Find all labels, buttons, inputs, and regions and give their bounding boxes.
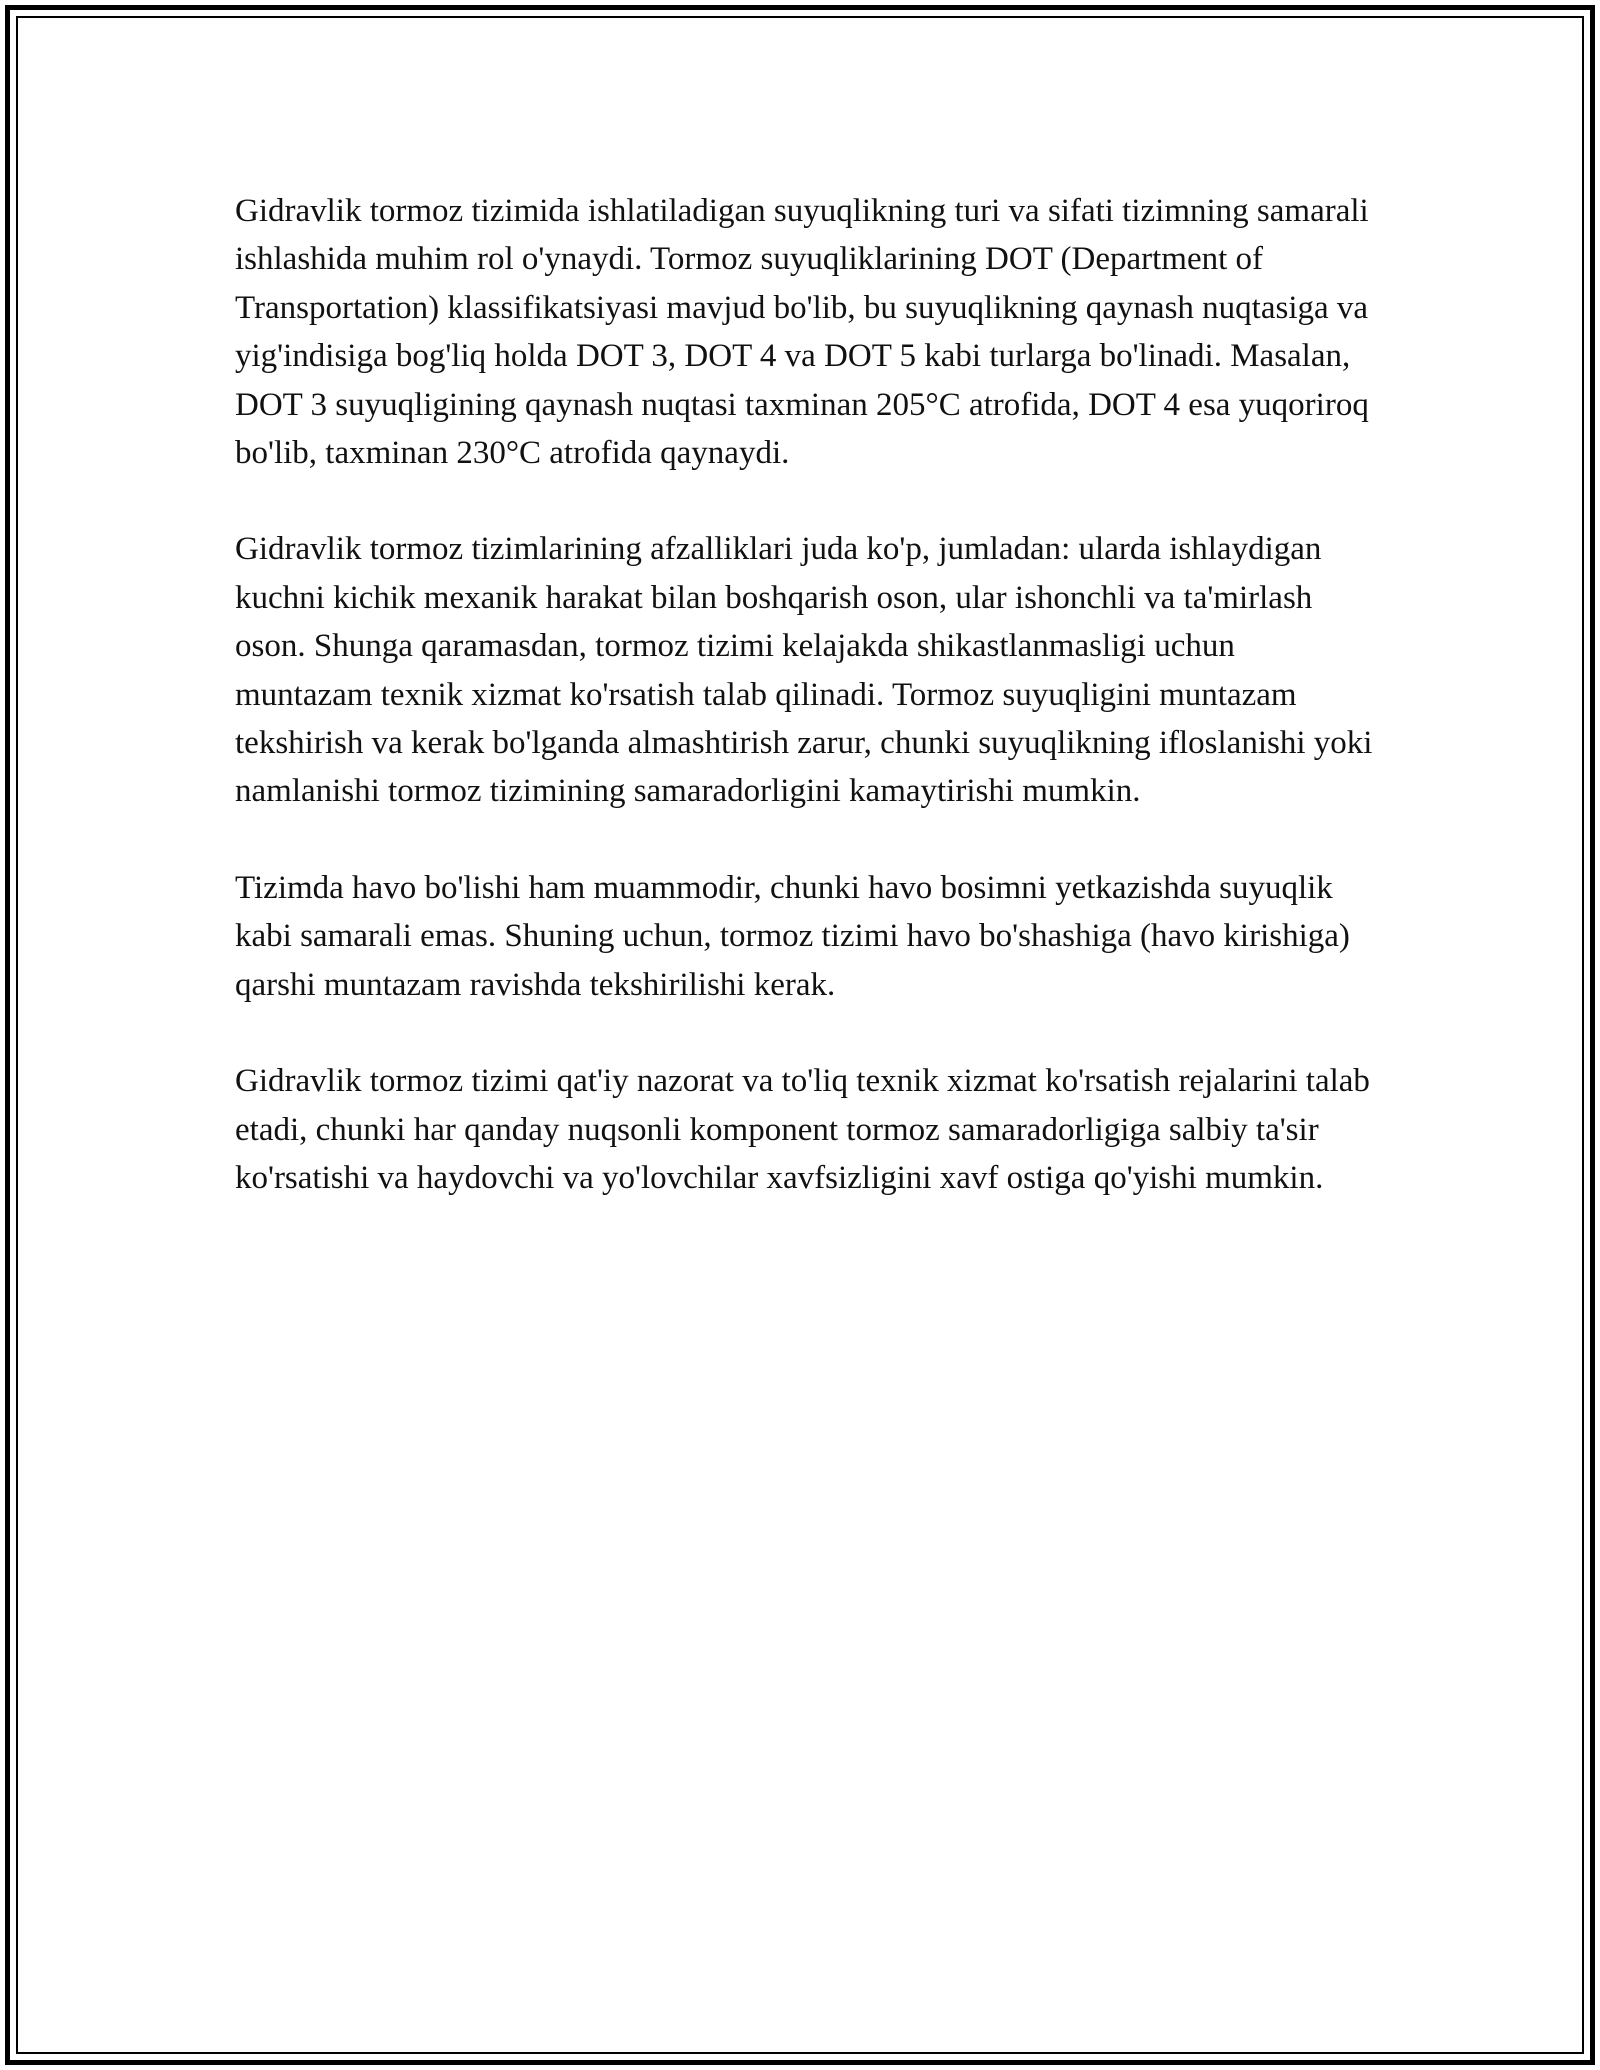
paragraph-air-in-system: Tizimda havo bo'lishi ham muammodir, chunki havo bosimni yetkazishda suyuqlik kabi samarali emas. Shuning uchun, tormoz tizimi havo bo'shashiga (havo kirishiga) qarshi muntazam ravishda tekshirilishi kerak. [235,869,1350,1003]
paragraph-brake-fluid-types: Gidravlik tormoz tizimida ishlatiladigan suyuqlikning turi va sifati tizimning samarali ishlashida muhim rol o'ynaydi. Tormoz suyuqliklarining DOT (Department of Transportation) klassifikatsiyasi mavjud bo'lib, bu suyuqlikning qaynash nuqtasiga va yig'indisiga bog'liq holda DOT 3, DOT 4 va DOT 5 kabi turlarga bo'linadi. Masalan, DOT 3 suyuqligining qaynash nuqtasi taxminan 205°C atrofida, DOT 4 esa yuqoriroq bo'lib, taxminan 230°C atrofida qaynaydi. [235,193,1369,472]
paragraph-hydraulic-advantages: Gidravlik tormoz tizimlarining afzalliklari juda ko'p, jumladan: ularda ishlaydigan kuchni kichik mexanik harakat bilan boshqarish oson, ular ishonchli va ta'mirlash oson. Shunga qaramasdan, tormoz tizimi kelajakda shikastlanmasligi uchun muntazam texnik xizmat ko'rsatish talab qilinadi. Tormoz suyuqligini muntazam tekshirish va kerak bo'lganda almashtirish zarur, chunki suyuqlikning ifloslanishi yoki namlanishi tormoz tizimining samaradorligini kamaytirishi mumkin. [235,531,1373,810]
document-body [235,187,1375,1250]
paragraph-maintenance-safety: Gidravlik tormoz tizimi qat'iy nazorat va to'liq texnik xizmat ko'rsatish rejalarini talab etadi, chunki har qanday nuqsonli komponent tormoz samaradorligiga salbiy ta'sir ko'rsatishi va haydovchi va yo'lovchilar xavfsizligini xavf ostiga qo'yishi mumkin. [235,1063,1370,1196]
